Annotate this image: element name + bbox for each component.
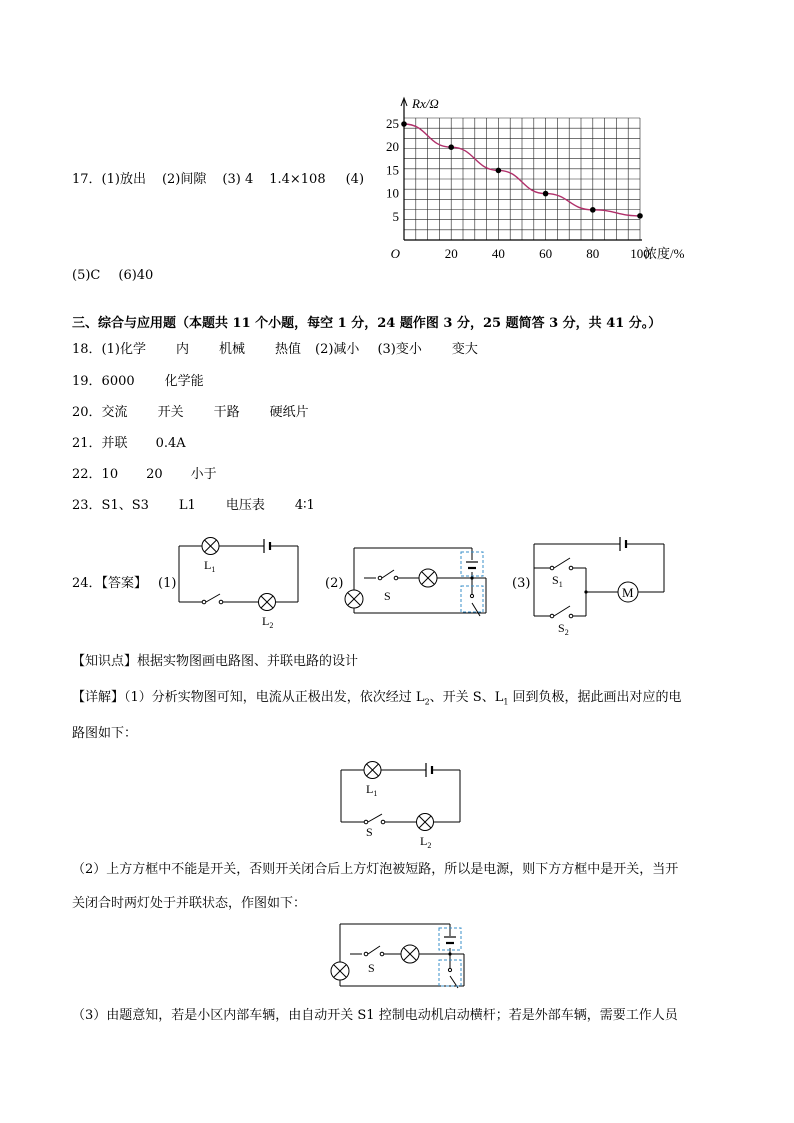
answer-part: 小于 — [190, 467, 217, 482]
answer-number: 19． — [72, 374, 102, 389]
q17-number: 17． — [72, 172, 102, 187]
x-axis-label: 浓度/% — [644, 246, 685, 261]
answer-part: (3)变小 — [377, 342, 422, 357]
detail-sub-1: 1 — [503, 697, 509, 707]
y-axis-label: Rx/Ω — [412, 96, 439, 111]
y-tick-label: 5 — [392, 208, 399, 224]
lamp-icon — [331, 962, 349, 980]
q24-label: 24．【答案】 — [72, 576, 148, 591]
lamp-icon — [259, 594, 276, 611]
switch-s-label: S — [366, 825, 373, 839]
answer-part: 化学能 — [164, 374, 204, 389]
answer-number: 18． — [72, 342, 102, 357]
y-tick-label: 25 — [386, 116, 399, 131]
answer-row — [72, 436, 186, 452]
y-tick-label: 20 — [386, 139, 399, 155]
answer-part: (2)减小 — [315, 342, 360, 357]
switch-pivot-icon — [378, 576, 382, 580]
x-tick-label: 60 — [539, 246, 553, 261]
answer-number: 21． — [72, 436, 102, 451]
battery-icon — [620, 537, 626, 551]
detail-para-2a: （2）上方方框中不能是开关，否则开关闭合后上方灯泡被短路，所以是电源，则下方方框中是开关，当开 — [72, 862, 679, 877]
detail-text-1c: 回到负极，据此画出对应的电 — [508, 690, 682, 705]
y-tick-label: 10 — [386, 185, 399, 201]
lamp-l2-sub: 2 — [427, 841, 432, 850]
battery-icon — [444, 937, 456, 943]
x-tick-label: 80 — [586, 246, 600, 261]
switch-pivot-icon — [550, 614, 554, 618]
switch-contact-icon — [569, 566, 573, 570]
detail-line-2: 路图如下： — [72, 726, 138, 741]
switch-s1-label: S — [552, 573, 559, 587]
detail-sub-2: 2 — [424, 697, 430, 707]
x-tick-label: 40 — [491, 246, 505, 261]
answer-number: 20． — [72, 405, 102, 420]
answer-part: 10 — [101, 467, 119, 482]
answer-part: 机械 — [218, 342, 245, 357]
svg-text:L2 — [262, 614, 273, 630]
q17-line-2 — [72, 268, 153, 284]
answer-part: (1)化学 — [101, 342, 146, 357]
switch-s2-label: S — [558, 621, 565, 635]
lamp-icon — [345, 590, 363, 608]
data-point — [401, 121, 407, 127]
svg-text:L1 — [366, 782, 377, 798]
lamp-l1-sub: 1 — [211, 565, 216, 574]
section-3-heading: 三、综合与应用题（本题共 11 个小题，每空 1 分，24 题作图 3 分，25 题简答 3 分，共 41 分。） — [72, 316, 662, 331]
answer-part: 并联 — [101, 436, 128, 451]
svg-text:S1 — [552, 573, 563, 589]
lamp-l1-sub: 1 — [373, 789, 378, 798]
lamp-l2-sub: 2 — [269, 621, 274, 630]
knowledge-point — [72, 654, 358, 670]
circuit-diagram-3 — [528, 536, 668, 636]
knowledge-text: 根据实物图画电路图、并联电路的设计 — [137, 654, 359, 669]
data-point — [448, 144, 454, 150]
battery-icon — [264, 539, 270, 553]
lamp-icon — [419, 569, 437, 587]
answer-part: 20 — [146, 467, 163, 482]
data-point — [496, 168, 502, 174]
lamp-icon — [364, 762, 381, 779]
q24-part2-label: (2) — [325, 576, 344, 591]
switch-s-label: S — [384, 589, 391, 603]
q24-part3-label: (3) — [512, 576, 531, 591]
q17-answer-3: (3) 4 — [222, 172, 254, 187]
lamp-icon — [417, 814, 434, 831]
switch-contact-icon — [219, 600, 223, 604]
battery-icon — [466, 562, 478, 568]
answer-part: 4∶1 — [294, 498, 315, 513]
answer-part: 变大 — [451, 342, 478, 357]
lamp-l2-label: L — [262, 614, 270, 628]
q17-answer-4-label: (4) — [345, 172, 365, 187]
motor-label: M — [622, 585, 634, 600]
answer-part: 内 — [175, 342, 189, 357]
answer-row — [72, 467, 217, 483]
q17-answer-2: (2)间隙 — [161, 172, 207, 187]
svg-text:L1 — [204, 558, 215, 574]
data-point — [637, 213, 643, 219]
switch-pivot-icon — [550, 566, 554, 570]
answer-part: 交流 — [101, 405, 128, 420]
svg-text:L2 — [420, 834, 431, 850]
lamp-l2-label: L — [420, 834, 428, 848]
q17-answer-6: (6)40 — [118, 268, 154, 283]
answer-row — [72, 498, 315, 514]
origin-label: O — [390, 246, 400, 261]
answer-number: 22． — [72, 467, 102, 482]
switch-pivot-icon — [364, 952, 368, 956]
circuit-diagram-1 — [174, 536, 304, 631]
answer-row — [72, 342, 478, 358]
data-point — [590, 207, 596, 213]
junction-dot-icon — [584, 590, 587, 593]
q17-answer-3b: 1.4×108 — [269, 172, 326, 187]
switch-contact-icon — [381, 820, 385, 824]
answer-part: 开关 — [157, 405, 184, 420]
switch-contact-icon — [394, 576, 398, 580]
circuit-diagram-2 — [340, 544, 495, 624]
lamp-icon — [401, 945, 419, 963]
switch-s2-sub: 2 — [564, 628, 569, 636]
q24-part1-label: (1) — [158, 576, 177, 591]
circuit-diagram-answer-1 — [336, 760, 466, 855]
switch-contact-icon — [569, 614, 573, 618]
x-tick-label: 100 — [630, 246, 650, 261]
detail-tag: 【详解】 — [72, 690, 125, 705]
chart-grid — [404, 118, 640, 240]
junction-dot-icon — [448, 952, 451, 955]
lamp-l1-label: L — [204, 558, 212, 572]
answer-part: 电压表 — [225, 498, 265, 513]
resistance-concentration-chart — [380, 90, 720, 270]
detail-para-3: （3）由题意知，若是小区内部车辆，由自动开关 S1 控制电动机启动横杆；若是外部车辆，需要工作人员 — [72, 1008, 678, 1023]
x-tick-label: 20 — [444, 246, 458, 261]
answer-row — [72, 405, 309, 421]
switch-s-label: S — [368, 961, 375, 975]
answer-part: 热值 — [275, 342, 302, 357]
answer-part: L1 — [178, 498, 196, 513]
junction-dot-icon — [470, 576, 473, 579]
circuit-diagram-answer-2 — [326, 920, 481, 1000]
detail-para-2b: 关闭合时两灯处于并联状态，作图如下： — [72, 896, 307, 911]
detail-text-1b: 、开关 S、L — [429, 690, 504, 705]
switch-pivot-icon — [202, 600, 206, 604]
q17-line — [72, 172, 364, 188]
knowledge-tag: 【知识点】 — [72, 654, 138, 669]
answer-part: 硬纸片 — [269, 405, 309, 420]
y-tick-label: 15 — [386, 162, 399, 178]
switch-pivot-icon — [470, 594, 473, 597]
answer-number: 23． — [72, 498, 102, 513]
data-point — [543, 191, 549, 197]
battery-icon — [426, 763, 432, 777]
lamp-icon — [202, 538, 219, 555]
svg-text:S2 — [558, 621, 569, 636]
detail-line-1 — [72, 690, 682, 711]
detail-text-1a: （1）分析实物图可知，电流从正极出发，依次经过 L — [124, 690, 425, 705]
switch-pivot-icon — [364, 820, 368, 824]
switch-contact-icon — [380, 952, 384, 956]
answer-row — [72, 374, 204, 390]
switch-s1-sub: 1 — [558, 580, 563, 589]
answer-part: 6000 — [101, 374, 135, 389]
q17-answer-1: (1)放出 — [101, 172, 146, 187]
answer-part: 干路 — [213, 405, 240, 420]
switch-pivot-icon — [448, 968, 451, 971]
answer-part: 0.4A — [155, 436, 186, 451]
answer-part: S1、S3 — [101, 498, 149, 513]
q17-answer-5: (5)C — [72, 268, 101, 283]
lamp-l1-label: L — [366, 782, 374, 796]
